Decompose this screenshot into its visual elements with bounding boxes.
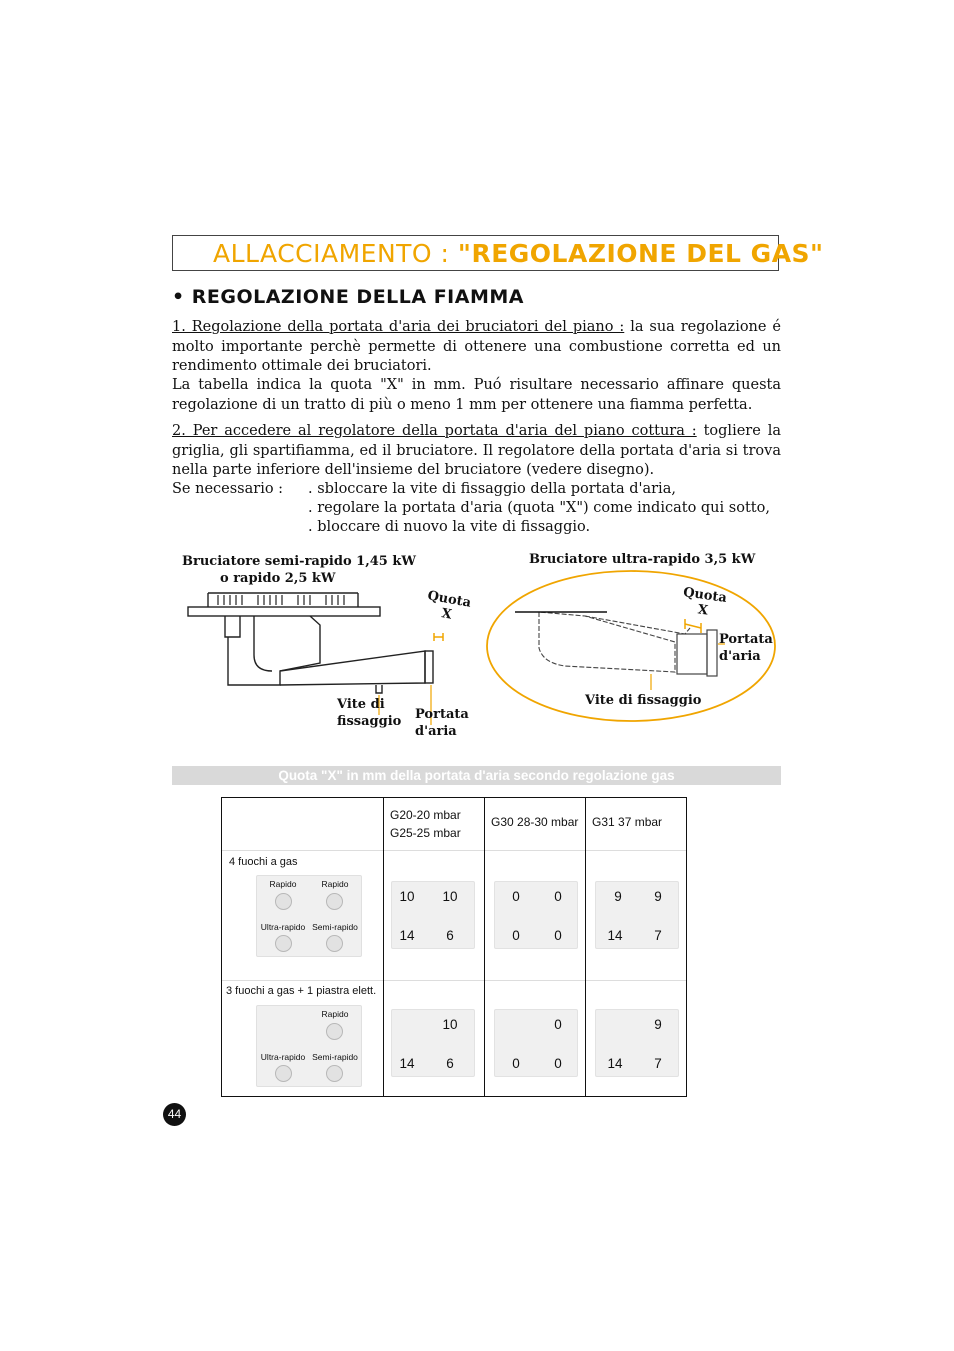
table-title-bar: Quota "X" in mm della portata d'aria secondo regolazione gas [172,766,781,785]
page-title [213,239,824,268]
right-quota-text: Quota [682,585,728,607]
step-3: . bloccare di nuovo la vite di fissaggio. [308,519,591,535]
header-g30: G30 28-30 mbar [491,815,579,829]
cell-value: 14 [607,928,623,943]
burner-label: Ultra-rapido [260,1052,306,1062]
burner-circle [275,893,292,910]
value-box [595,881,679,949]
header-g30-cell [485,798,586,851]
cell-value: 9 [654,1017,662,1032]
left-portata-label [415,706,469,740]
table-row [222,981,687,1097]
paragraph-2-text: togliere la griglia, gli spartifiamma, ed il bruciatore. Il regolatore della portata d'aria si trova nella parte inferiore dell'insieme del bruciatore (vedere disegno). [172,423,781,478]
cell-value: 0 [554,1017,562,1032]
row1-g30-cell [485,851,586,981]
hob-layout-3-gas-1-plate [256,1005,362,1087]
burner-circle [275,935,292,952]
burner-label: Semi-rapido [312,1052,358,1062]
row2-label-cell [222,981,384,1097]
paragraph-1-lead: 1. Regolazione della portata d'aria dei bruciatori del piano : [172,319,625,335]
header-g31: G31 37 mbar [592,815,663,829]
row2-g30-cell [485,981,586,1097]
header-g25: G25-25 mbar [390,826,461,840]
cell-value: 0 [512,1056,520,1071]
burner-circle [275,1065,292,1082]
cell-value: 9 [614,889,622,904]
cell-value: 0 [554,928,562,943]
right-portata-line-2: d'aria [719,649,761,664]
right-vite-label: Vite di fissaggio [585,693,702,708]
value-box [494,1009,578,1077]
value-box [391,881,475,949]
row1-label: 4 fuochi a gas [229,856,298,868]
cell-value: 10 [399,889,415,904]
right-quota-x: X [696,602,709,619]
left-vite-label [337,696,401,730]
row1-g20-cell [384,851,485,981]
header-g31-cell [586,798,687,851]
burner-circle [326,935,343,952]
left-diagram-title-1: Bruciatore semi-rapido 1,45 kW [182,554,416,569]
left-vite-line-1: Vite di [337,697,385,712]
gas-settings-table [221,797,687,1097]
hob-layout-4-gas [256,875,362,957]
burner-label: Semi-rapido [312,922,358,932]
paragraph-1-text: la sua regolazione é molto importante perchè permette di ottenere una combustione corretta ed un rendimento ottimale dei bruciatori. [172,319,781,374]
paragraph-1b: La tabella indica la quota "X" in mm. Puó risultare necessario affinare questa regolazione di un tratto di più o meno 1 mm per ottenere una fiamma perfetta. [172,377,781,413]
paragraph-1 [172,318,781,377]
header-g20: G20-20 mbar [390,808,461,822]
value-box [391,1009,475,1077]
cell-value: 6 [446,1056,454,1071]
burner-label: Rapido [269,879,297,889]
title-part-2: "REGOLAZIONE DEL GAS" [457,239,824,268]
title-part-1: ALLACCIAMENTO : [213,239,458,268]
step-2: . regolare la portata d'aria (quota "X") come indicato qui sotto, [308,500,770,516]
right-quota-label [680,585,728,621]
paragraph-2-lead: 2. Per accedere al regolatore della portata d'aria del piano cottura : [172,423,697,439]
row2-label: 3 fuochi a gas + 1 piastra elett. [226,985,377,997]
cell-value: 0 [554,889,562,904]
cell-value: 0 [554,1056,562,1071]
left-diagram-title-2: o rapido 2,5 kW [220,571,336,586]
cell-value: 14 [607,1056,623,1071]
cell-value: 0 [512,889,520,904]
step-1: . sbloccare la vite di fissaggio della portata d'aria, [308,481,676,497]
cell-value: 10 [442,1017,458,1032]
burner-circle [326,1023,343,1040]
steps-label: Se necessario : [172,481,284,497]
row1-g31-cell [586,851,687,981]
left-quota-x: X [440,606,453,623]
section-title: • REGOLAZIONE DELLA FIAMMA [172,286,524,308]
value-box [494,881,578,949]
cell-value: 7 [654,1056,662,1071]
cell-value: 7 [654,928,662,943]
cell-value: 0 [512,928,520,943]
left-quota-text: Quota [426,588,473,611]
cell-value: 6 [446,928,454,943]
left-portata-line-2: d'aria [415,724,457,739]
right-diagram-title: Bruciatore ultra-rapido 3,5 kW [529,552,756,567]
cell-value: 10 [442,889,458,904]
burner-label: Rapido [321,1009,349,1019]
row2-g20-cell [384,981,485,1097]
header-empty-cell [222,798,384,851]
row1-label-cell [222,851,384,981]
right-portata-line-1: Portata [719,632,773,647]
value-box [595,1009,679,1077]
burner-label: Ultra-rapido [260,922,306,932]
burner-circle [326,893,343,910]
burner-circle [326,1065,343,1082]
left-portata-line-1: Portata [415,707,469,722]
table-row [222,851,687,981]
table-header-row [222,798,687,851]
right-portata-label [719,631,773,665]
cell-value: 14 [399,928,415,943]
page-title-box [172,235,824,271]
page-number: 44 [163,1103,186,1126]
left-vite-line-2: fissaggio [337,714,402,729]
burner-label: Rapido [321,879,349,889]
cell-value: 14 [399,1056,415,1071]
row2-g31-cell [586,981,687,1097]
cell-value: 9 [654,889,662,904]
paragraph-2 [172,422,781,481]
header-g20-cell [384,798,485,851]
